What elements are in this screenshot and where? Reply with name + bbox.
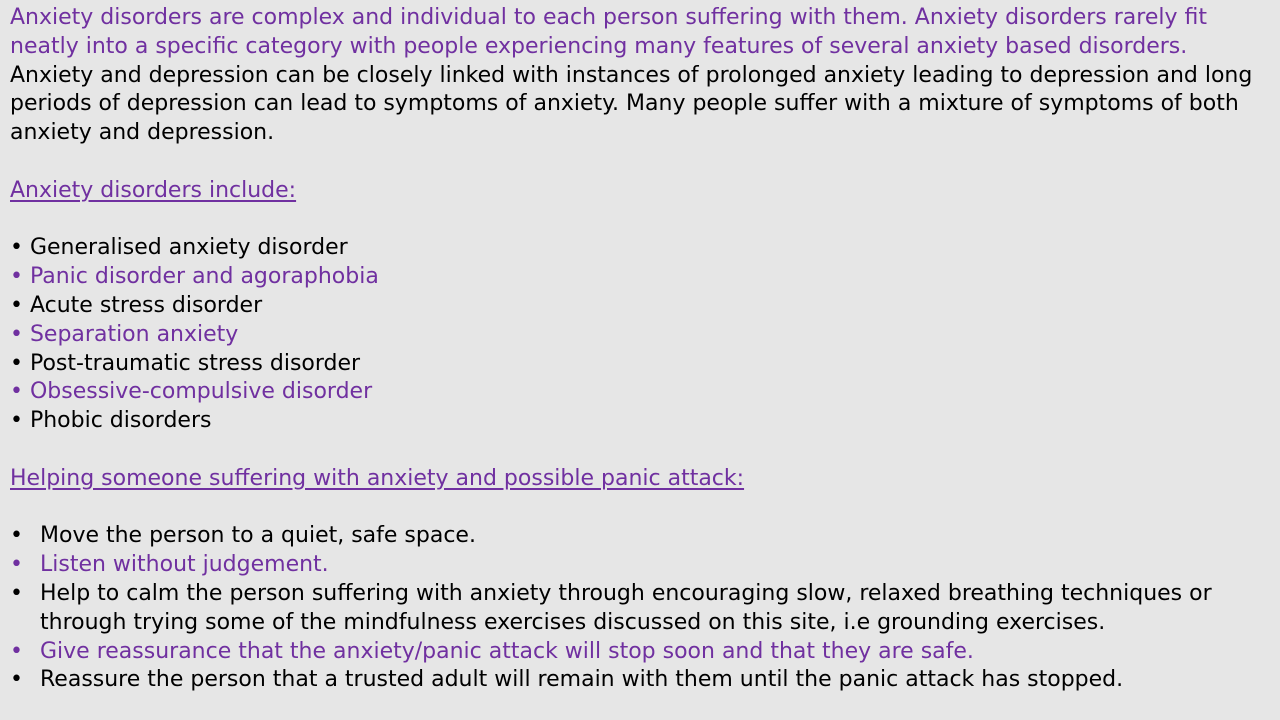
list-item: • Panic disorder and agoraphobia [10,264,379,290]
list-item: • Move the person to a quiet, safe space. [10,522,1272,551]
disorders-list [10,234,1272,436]
spacer [10,494,1272,523]
spacer [10,206,1272,235]
list-item: • Post-traumatic stress disorder [10,350,361,376]
list-item: • Separation anxiety [10,321,239,347]
list-item: • Acute stress disorder [10,292,263,318]
spacer [10,436,1272,465]
list-item: • Obsessive-compulsive disorder [10,379,373,405]
intro-black-paragraph: Anxiety and depression can be closely linked with instances of prolonged anxiety leading to depression and long periods of depression can lead to symptoms of anxiety. Many people suffer with a mixture of symptoms of both anxiety and depression. [10,62,1253,146]
list-item: • Help to calm the person suffering with anxiety through encouraging slow, relaxed breathing techniques or through trying some of the mindfulness exercises discussed on this site, i.e grounding exercises. [10,580,1272,638]
spacer [10,148,1272,177]
helping-heading: Helping someone suffering with anxiety and possible panic attack: [10,465,745,491]
list-item: • Generalised anxiety disorder [10,235,348,261]
disorders-heading: Anxiety disorders include: [10,177,297,203]
list-item: • Reassure the person that a trusted adult will remain with them until the panic attack has stopped. [10,666,1272,695]
helping-list [10,522,1272,695]
intro-purple-paragraph: Anxiety disorders are complex and individual to each person suffering with them. Anxiety disorders rarely fit neatly into a specific category with people experiencing many features of several anxiety based disorders. [10,5,1207,59]
list-item: • Phobic disorders [10,408,212,434]
list-item: • Listen without judgement. [10,551,1272,580]
list-item: • Give reassurance that the anxiety/panic attack will stop soon and that they are safe. [10,638,1272,667]
